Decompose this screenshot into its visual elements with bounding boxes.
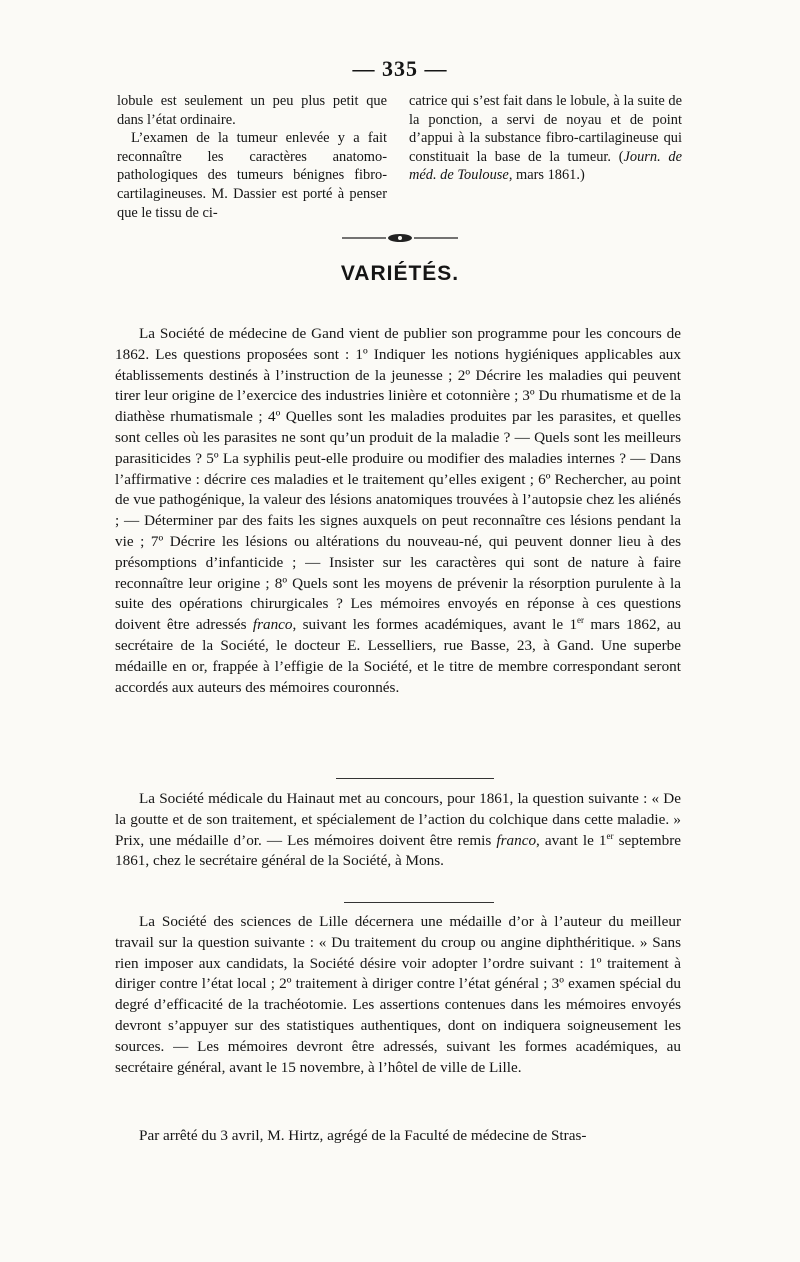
paragraph-text: septembre 1861, chez le secrétaire général de la Société, à Mons. — [115, 831, 681, 870]
superscript: er — [606, 830, 614, 841]
page-number: — 335 — — [352, 56, 448, 81]
left-column-paragraph: L’examen de la tumeur enlevée y a fait reconnaître les caractères anatomo-pathologiques des tumeurs bénignes fibro-cartilagineuses. M. Dassier est porté à penser que le tissu de ci- — [117, 130, 387, 221]
paragraph-text: mars 1862, au secrétaire de la Société, le docteur E. Lesselliers, rue Basse, 23, à Gand. Une superbe médaille en or, frappée à l’effigie de la Société, et le titre de membre correspondant seront accordés aux auteurs des mémoires couronnés. — [115, 616, 681, 696]
left-column-paragraph: lobule est seulement un peu plus petit que dans l’état ordinaire. — [117, 93, 387, 128]
right-column — [409, 92, 682, 185]
citation: Journ. de méd. de Toulouse — [409, 148, 682, 184]
section-title: VARIÉTÉS. — [340, 262, 460, 285]
paragraph-lille: La Société des sciences de Lille décernera une médaille d’or à l’auteur du meilleur travail sur la question suivante : « Du traitement du croup ou angine diphthéritique. » Sans rien imposer aux candidats, la Société désire voir adopter l’ordre suivant : 1º traitement à diriger contre l’état local ; 2º traitement à diriger contre l’état général ; 3º examen spécial du degré d’efficacité de la trachéotomie. Les assertions contenues dans les mémoires envoyés devront s’appuyer sur des statistiques authentiques, dont on indiquera soigneusement les sources. — Les mémoires devront être adressés, suivant les formes académiques, au secrétaire général, avant le 15 novembre, à l’hôtel de ville de Lille. — [115, 913, 681, 1076]
separator-rule — [344, 902, 494, 903]
paragraph-text: La Société de médecine de Gand vient de publier son programme pour les concours de 1862. Les questions proposées sont : 1º Indiquer les notions hygiéniques applicables aux établissements destinés à l’instruction de la jeunesse ; 2º Décrire les maladies qui peuvent tirer leur origine de l’exercice des industries linière et cotonnière ; 3º Du rhumatisme et de la diathèse rhumatismale ; 4º Quelles sont les maladies produites par les parasites, et quelles sont celles où les parasites ne sont qu’un produit de la maladie ? — Quels sont les meilleurs parasiticides ? 5º La syphilis peut-elle produire ou modifier des maladies internes ? — Dans l’affirmative : décrire ces maladies et le traitement qu’elles exigent ; 6º Rechercher, au point de vue pathogénique, la valeur des lésions anatomiques trouvées à l’autopsie chez les aliénés ; — Déterminer par des faits les signes auxquels on peut reconnaître ces lésions pendant la vie ; 7º Décrire les lésions ou altérations du nouveau-né, qui peuvent donner lieu à des présomptions d’infanticide ; — Insister sur les caractères qui sont de nature à faire reconnaître leur origine ; 8º Quels sont les moyens de prévenir la résorption purulente à la suite des opérations chirurgicales ? Les mémoires envoyés en réponse à ces questions doivent être adressés — [115, 325, 681, 634]
superscript: er — [577, 615, 585, 626]
paragraph-text: La Société médicale du Hainaut met au concours, pour 1861, la question suivante : « De la goutte et de son traitement, et spécialement de l’action du colchique dans cette maladie. » Prix, une médaille d’or. — Les mémoires doivent être remis — [115, 790, 681, 849]
left-column — [117, 92, 387, 222]
paragraph-text: , suivant les formes académiques, avant le 1 — [292, 616, 578, 634]
paragraph-hirtz: Par arrêté du 3 avril, M. Hirtz, agrégé de la Faculté de médecine de Stras- — [139, 1127, 587, 1144]
italic-term: franco — [252, 616, 293, 634]
right-column-text: catrice qui s’est fait dans le lobule, à la suite de la ponction, a servi de noyau et de point d’appui à la substance fibro-cartilagineuse qui constituait la base de la tumeur. ( — [409, 93, 682, 165]
italic-term: franco — [496, 831, 537, 849]
paragraph-gand — [115, 324, 681, 698]
separator-rule — [336, 778, 494, 779]
paragraph-text: , avant le 1 — [536, 831, 607, 849]
right-column-paragraph — [409, 92, 682, 185]
section-divider-ornament — [340, 230, 460, 246]
right-column-text: , mars 1861.) — [508, 167, 585, 184]
paragraph-hainaut — [115, 789, 681, 872]
